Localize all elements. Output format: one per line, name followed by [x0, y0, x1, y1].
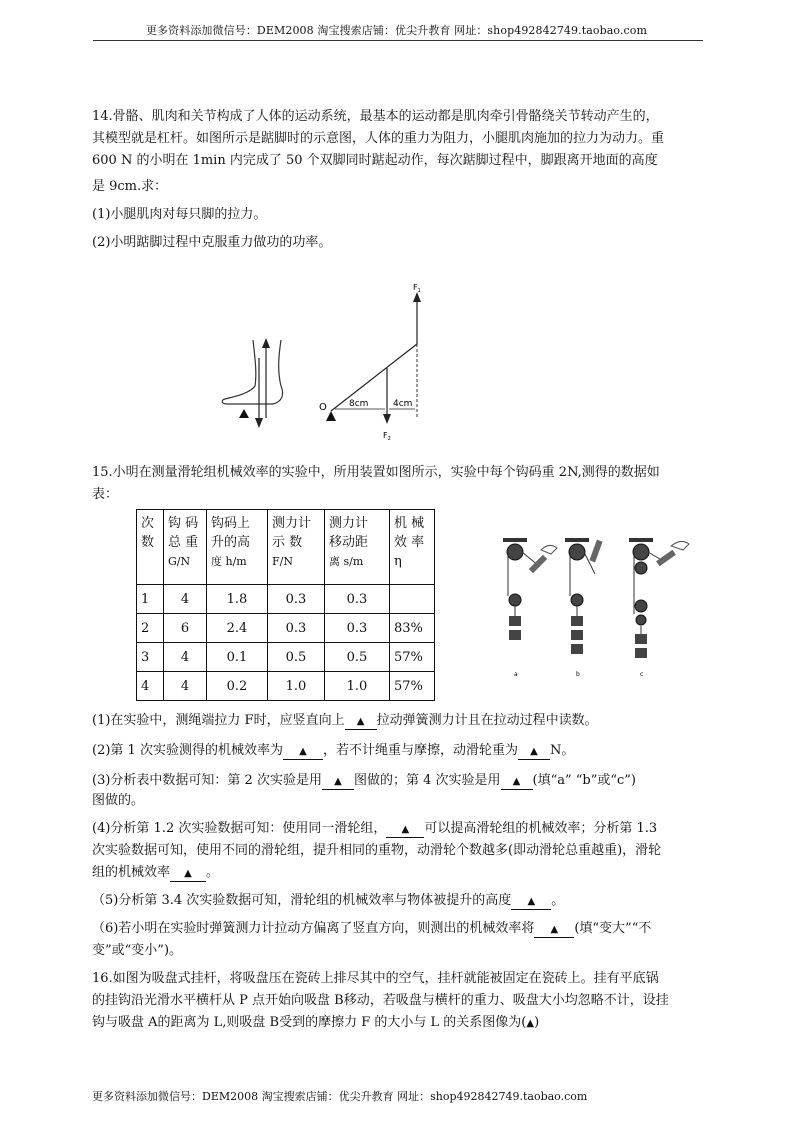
lever-foot-diagram — [215, 278, 445, 448]
label-8cm: 8cm — [349, 399, 369, 409]
q15-sub1: (1)在实验中，测绳端拉力 F时，应竖直向上 ▲ 拉动弹簧测力计且在拉动过程中读数。 — [92, 713, 598, 728]
table-header-cell: 钩码上 升的高 度 h/m — [207, 510, 268, 585]
table-header-cell: 机 械 效 率 η — [390, 510, 435, 585]
answer-blank[interactable]: ▲ — [534, 922, 574, 938]
q15-line1: 15.小明在测量滑轮组机械效率的实验中，所用装置如图所示，实验中每个钩码重 2N,测得的数据如 — [92, 465, 660, 480]
answer-blank[interactable]: ▲ — [511, 894, 551, 910]
table-row: 1 4 1.8 0.3 0.3 — [137, 585, 435, 614]
answer-blank[interactable]: ▲ — [501, 774, 533, 790]
table-row: 2 6 2.4 0.3 0.3 83% — [137, 614, 435, 643]
experiment-table — [136, 509, 435, 701]
table-header-cell: 测力计 移动距 离 s/m — [325, 510, 390, 585]
answer-blank[interactable]: ▲ — [170, 866, 206, 882]
q15-sub3-cont: 图做的。 — [92, 793, 145, 808]
f2-arrowhead — [383, 414, 391, 424]
pulley-label-c: c — [640, 671, 644, 678]
q16-line1: 16.如图为吸盘式挂杆，将吸盘压在瓷砖上排尽其中的空气，挂杆就能被固定在瓷砖上。挂有平底锅 — [92, 971, 659, 986]
q14-line3: 600 N 的小明在 1min 内完成了 50 个双脚同时踮起动作，每次踮脚过程中，脚跟离开地面的高度 — [92, 153, 658, 168]
foot-up-arrowhead — [262, 338, 270, 348]
table-header-cell: 钩 码 总 重 G/N — [164, 510, 207, 585]
q14-line2: 其模型就是杠杆。如图所示是踮脚时的示意图，人体的重力为阻力，小腿肌肉施加的拉力为动力。重 — [92, 131, 665, 146]
foot-down-arrowhead — [255, 418, 263, 428]
q16-line3: 钩与吸盘 A的距离为 L,则吸盘 B受到的摩擦力 F 的大小与 L 的关系图像为(▲) — [92, 1015, 540, 1030]
pulley-diagrams — [495, 534, 710, 684]
q14-sub1: (1)小腿肌肉对每只脚的拉力。 — [92, 207, 267, 222]
table-row: 4 4 0.2 1.0 1.0 57% — [137, 672, 435, 701]
page-header: 更多资料添加微信号：DEM2008 淘宝搜索店铺：优尖升教育 网址：shop492842749.taobao.com — [145, 24, 648, 37]
fulcrum-icon — [326, 411, 336, 421]
label-4cm: 4cm — [393, 399, 413, 409]
q15-sub6-line2: 变”或“变小”)。 — [92, 943, 183, 958]
pulley-label-a: a — [514, 671, 518, 678]
q14-line4: 是 9cm.求： — [92, 179, 168, 194]
answer-blank[interactable]: ▲ — [518, 744, 550, 760]
q14-sub2: (2)小明踮脚过程中克服重力做功的功率。 — [92, 235, 332, 250]
foot-fulcrum-icon — [239, 409, 249, 418]
q15-sub2: (2)第 1 次实验测得的机械效率为 ▲ ，若不计绳重与摩擦，动滑轮重为 ▲ N。 — [92, 743, 575, 758]
header-divider — [93, 40, 703, 41]
answer-blank[interactable]: ▲ — [322, 774, 354, 790]
pulley-set-b — [565, 538, 603, 678]
pulley-set-a — [503, 538, 557, 678]
answer-blank[interactable]: ▲ — [345, 714, 377, 730]
q15-sub3: (3)分析表中数据可知：第 2 次实验是用 ▲ 图做的；第 4 次实验是用 ▲ (填“a” “b”或“c”) — [92, 773, 637, 788]
table-row: 3 4 0.1 0.5 0.5 57% — [137, 643, 435, 672]
q15-sub5: （5)分析第 3.4 次实验数据可知，滑轮组的机械效率与物体被提升的高度 ▲ 。 — [92, 893, 565, 908]
page-footer: 更多资料添加微信号：DEM2008 淘宝搜索店铺：优尖升教育 网址：shop492842749.taobao.com — [92, 1090, 588, 1103]
label-f1: $F_1$ — [413, 283, 421, 294]
q14-line1: 14.骨骼、肌肉和关节构成了人体的运动系统，最基本的运动都是肌肉牵引骨骼绕关节转动产生的， — [92, 109, 659, 124]
answer-blank[interactable]: ▲ — [283, 744, 323, 760]
answer-mark[interactable]: ▲ — [526, 1018, 535, 1029]
q15-sub4-line2: 次实验数据可知，使用不同的滑轮组，提升相同的重物，动滑轮个数越多(即动滑轮总重越重)，滑轮 — [92, 843, 662, 858]
pulley-set-c — [629, 538, 689, 678]
q15-line2: 表： — [92, 487, 119, 502]
answer-blank[interactable]: ▲ — [386, 822, 424, 838]
table-header-cell: 次 数 — [137, 510, 164, 585]
q15-sub4-line3: 组的机械效率 ▲ 。 — [92, 865, 220, 880]
q15-sub6: （6)若小明在实验时弹簧测力计拉动方偏离了竖直方向，则测出的机械效率将 ▲ (填“变大”“不 — [92, 921, 652, 936]
table-header-row — [137, 510, 435, 585]
pulley-label-b: b — [576, 671, 580, 678]
label-f2: $F_2$ — [383, 431, 391, 442]
q16-line2: 的挂钩沿光滑水平横杆从 P 点开始向吸盘 B移动，若吸盘与横杆的重力、吸盘大小均忽略不计，设挂 — [92, 993, 669, 1008]
q15-sub4: (4)分析第 1.2 次实验数据可知：使用同一滑轮组， ▲ 可以提高滑轮组的机械效率；分析第 1.3 — [92, 821, 658, 836]
table-header-cell: 测力计 示 数 F/N — [268, 510, 325, 585]
foot-outline — [222, 340, 282, 404]
label-o: O — [319, 402, 327, 413]
